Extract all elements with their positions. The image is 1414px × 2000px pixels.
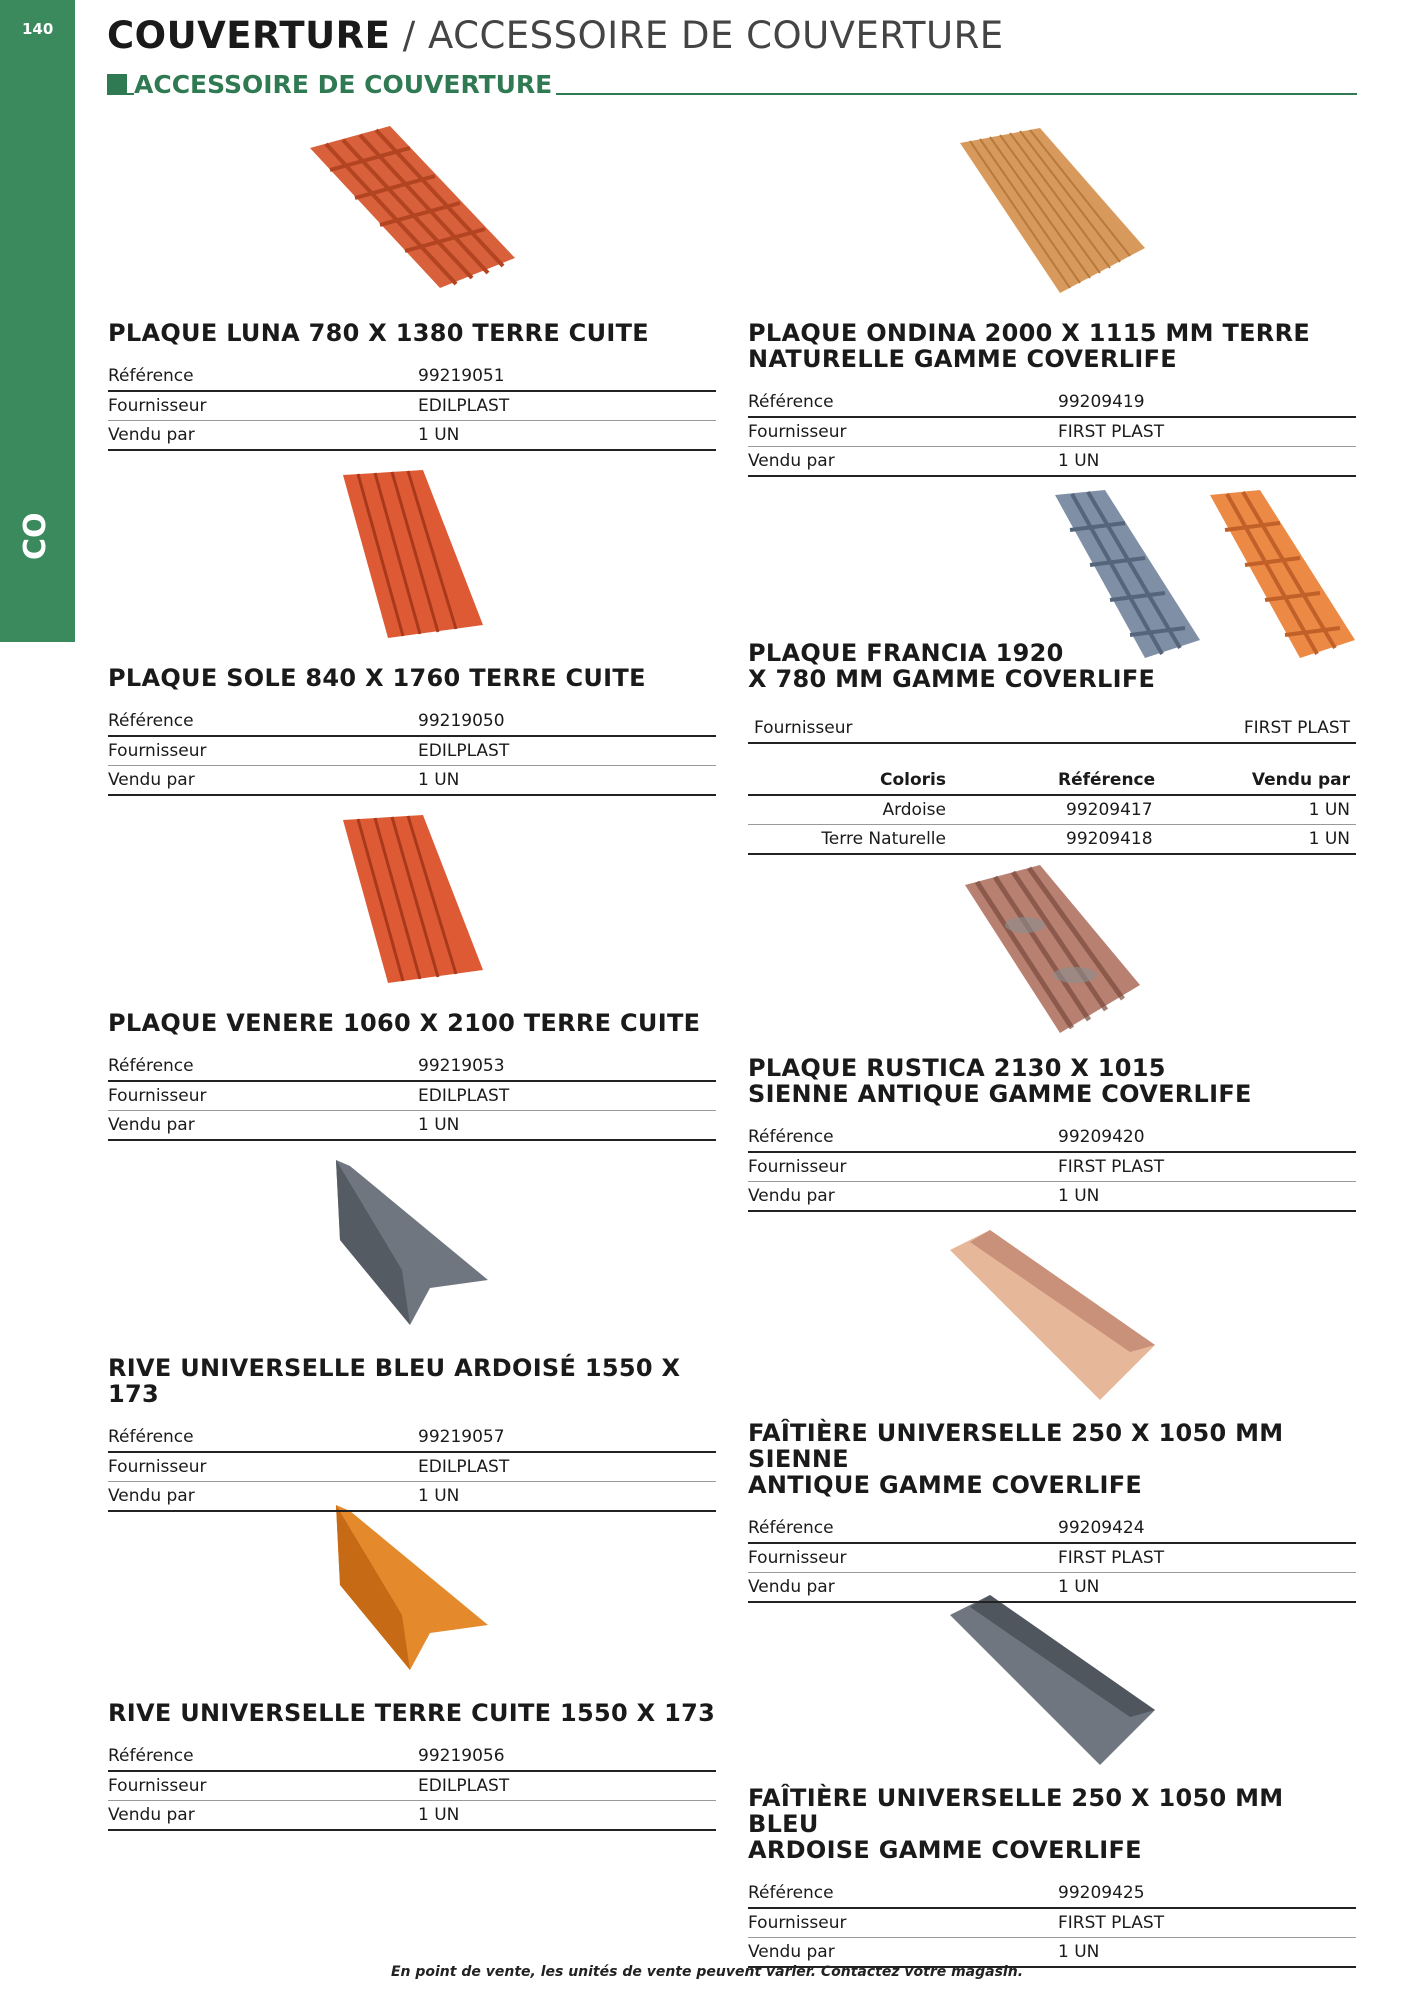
section-title: ACCESSOIRE DE COUVERTURE [134,70,556,99]
title-line-2: X 780 MM GAMME COVERLIFE [748,665,1156,693]
color-row [748,825,1356,855]
supplier-value: EDILPLAST [418,1776,510,1796]
spec-row-ref [108,1423,716,1453]
supplier-value: FIRST PLAST [1058,1548,1165,1568]
spec-row-supplier [108,392,716,421]
supplier-label: Fournisseur [108,741,207,761]
spec-row-sold [748,1182,1356,1212]
sold-label: Vendu par [108,1115,195,1135]
spec-row-supplier [108,1082,716,1111]
sold-value: 1 UN [418,770,460,790]
supplier-label: Fournisseur [748,422,847,442]
product-title: PLAQUE LUNA 780 X 1380 TERRE CUITE [108,319,649,347]
sold-value: 1 UN [418,1805,460,1825]
ref-value: 99219057 [418,1427,505,1447]
sold-label: Vendu par [748,1577,835,1597]
francia-slate-image [1050,490,1200,660]
spec-row-sold [748,447,1356,477]
rustica-plate-image [965,865,1145,1035]
supplier-value: EDILPLAST [418,1457,510,1477]
ondina-plate-image [960,128,1150,298]
rive-terracotta-image [330,1505,490,1675]
sold-value: 1 UN [418,1486,460,1506]
product-title [748,1420,1356,1498]
sold-value: 1 UN [418,1115,460,1135]
faitiere-sienna-image [950,1230,1160,1400]
sold-value: 1 UN [1058,1577,1100,1597]
spec-row-sold [108,1111,716,1141]
spec-table [108,1423,716,1512]
spec-row-ref [108,1052,716,1082]
ref-label: Référence [108,366,194,386]
ref-value: 99209425 [1058,1883,1145,1903]
spec-row-sold [108,766,716,796]
supplier-label: Fournisseur [754,718,853,738]
ref-value: 99209424 [1058,1518,1145,1538]
product-faitiere-slate [748,1785,1356,1968]
footer-note: En point de vente, les unités de vente peuvent varier. Contactez votre magasin. [390,1964,1024,1980]
color-header: Coloris [880,770,946,790]
supplier-value: FIRST PLAST [1243,718,1350,738]
spec-row-supplier [108,737,716,766]
spec-row-ref [748,1879,1356,1909]
product-title: RIVE UNIVERSELLE BLEU ARDOISÉ 1550 X 173 [108,1354,681,1408]
title-line-1: FAÎTIÈRE UNIVERSELLE 250 X 1050 MM SIENNE [748,1419,1284,1473]
spec-table [108,1052,716,1141]
luna-plate-image [300,118,530,298]
spec-row-supplier [748,714,1356,744]
supplier-value: FIRST PLAST [1058,1157,1165,1177]
ref-label: Référence [748,1518,834,1538]
spec-row-sold [108,421,716,451]
product-title [748,640,1356,692]
product-luna [108,320,716,451]
spec-row-supplier [748,1909,1356,1938]
sold-label: Vendu par [108,1805,195,1825]
supplier-table [748,714,1356,744]
sold-label: Vendu par [748,1186,835,1206]
page-title [107,14,1004,57]
color-value: Ardoise [882,800,946,820]
rive-slate-image [330,1160,490,1330]
title-line-1: PLAQUE ONDINA 2000 X 1115 MM TERRE [748,319,1311,347]
ref-label: Référence [108,1427,194,1447]
section-heading [107,70,1357,99]
spec-table [748,388,1356,477]
sold-value: 1 UN [1308,800,1350,820]
color-table [748,766,1356,855]
ref-label: Référence [748,1883,834,1903]
ref-value: 99209418 [1066,829,1153,849]
ref-label: Référence [748,392,834,412]
subcategory-title: ACCESSOIRE DE COUVERTURE [427,14,1004,57]
ref-label: Référence [108,1056,194,1076]
supplier-label: Fournisseur [108,1086,207,1106]
ref-value: 99219056 [418,1746,505,1766]
spec-row-ref [108,362,716,392]
spec-row-sold [748,1573,1356,1603]
product-francia [748,640,1356,855]
ref-header: Référence [1058,770,1156,790]
sold-label: Vendu par [748,1942,835,1962]
spec-row-supplier [748,1544,1356,1573]
ref-label: Référence [108,711,194,731]
supplier-label: Fournisseur [748,1548,847,1568]
sold-label: Vendu par [748,451,835,471]
sold-value: 1 UN [1058,1942,1100,1962]
title-line-1: PLAQUE RUSTICA 2130 X 1015 [748,1054,1166,1082]
spec-row-sold [108,1801,716,1831]
ref-value: 99219050 [418,711,505,731]
supplier-value: EDILPLAST [418,741,510,761]
supplier-value: FIRST PLAST [1058,422,1165,442]
page-number: 140 [22,20,54,38]
sold-value: 1 UN [1058,1186,1100,1206]
supplier-label: Fournisseur [748,1157,847,1177]
spec-row-supplier [748,1153,1356,1182]
color-row [748,796,1356,825]
product-title: PLAQUE SOLE 840 X 1760 TERRE CUITE [108,664,646,692]
supplier-value: FIRST PLAST [1058,1913,1165,1933]
spec-table [748,1123,1356,1212]
sold-value: 1 UN [1058,451,1100,471]
spec-row-supplier [108,1453,716,1482]
supplier-label: Fournisseur [748,1913,847,1933]
faitiere-slate-image [950,1595,1160,1765]
product-venere [108,1010,716,1141]
product-title [748,1785,1356,1863]
spec-row-sold [108,1482,716,1512]
supplier-label: Fournisseur [108,1457,207,1477]
spec-table [108,1742,716,1831]
spec-row-ref [748,1123,1356,1153]
title-line-1: PLAQUE FRANCIA 1920 [748,639,1064,667]
title-separator: / [390,14,428,57]
spec-row-ref [108,707,716,737]
color-value: Terre Naturelle [821,829,946,849]
sold-value: 1 UN [1308,829,1350,849]
title-line-2: SIENNE ANTIQUE GAMME COVERLIFE [748,1080,1252,1108]
sold-label: Vendu par [108,425,195,445]
product-ondina [748,320,1356,477]
spec-row-supplier [108,1772,716,1801]
product-rive-slate [108,1355,716,1512]
section-marker [107,74,127,94]
sole-plate-image [338,470,488,640]
product-rive-terracotta [108,1700,716,1831]
venere-plate-image [338,815,488,985]
spec-table [748,1879,1356,1968]
supplier-value: EDILPLAST [418,1086,510,1106]
supplier-value: EDILPLAST [418,396,510,416]
product-rustica [748,1055,1356,1212]
title-line-2: ANTIQUE GAMME COVERLIFE [748,1471,1143,1499]
product-title: RIVE UNIVERSELLE TERRE CUITE 1550 X 173 [108,1699,716,1727]
side-code: CO [18,512,53,560]
product-title [748,1055,1356,1107]
ref-value: 99219051 [418,366,505,386]
product-sole [108,665,716,796]
category-title: COUVERTURE [107,14,391,57]
spec-table [108,362,716,451]
color-table-header [748,766,1356,796]
product-title [748,320,1356,372]
product-title: PLAQUE VENERE 1060 X 2100 TERRE CUITE [108,1009,701,1037]
supplier-label: Fournisseur [108,396,207,416]
title-line-2: ARDOISE GAMME COVERLIFE [748,1836,1142,1864]
sold-value: 1 UN [418,425,460,445]
side-tab [0,0,75,642]
sold-label: Vendu par [108,1486,195,1506]
sold-header: Vendu par [1251,770,1350,790]
francia-terracotta-image [1205,490,1355,660]
spec-row-ref [748,1514,1356,1544]
spec-table [748,1514,1356,1603]
ref-label: Référence [108,1746,194,1766]
spec-table [108,707,716,796]
spec-row-supplier [748,418,1356,447]
ref-value: 99209420 [1058,1127,1145,1147]
ref-value: 99209417 [1066,800,1153,820]
title-line-1: FAÎTIÈRE UNIVERSELLE 250 X 1050 MM BLEU [748,1784,1284,1838]
spec-row-ref [748,388,1356,418]
ref-label: Référence [748,1127,834,1147]
product-faitiere-sienna [748,1420,1356,1603]
sold-label: Vendu par [108,770,195,790]
ref-value: 99219053 [418,1056,505,1076]
ref-value: 99209419 [1058,392,1145,412]
title-line-2: NATURELLE GAMME COVERLIFE [748,345,1177,373]
supplier-label: Fournisseur [108,1776,207,1796]
spec-row-ref [108,1742,716,1772]
